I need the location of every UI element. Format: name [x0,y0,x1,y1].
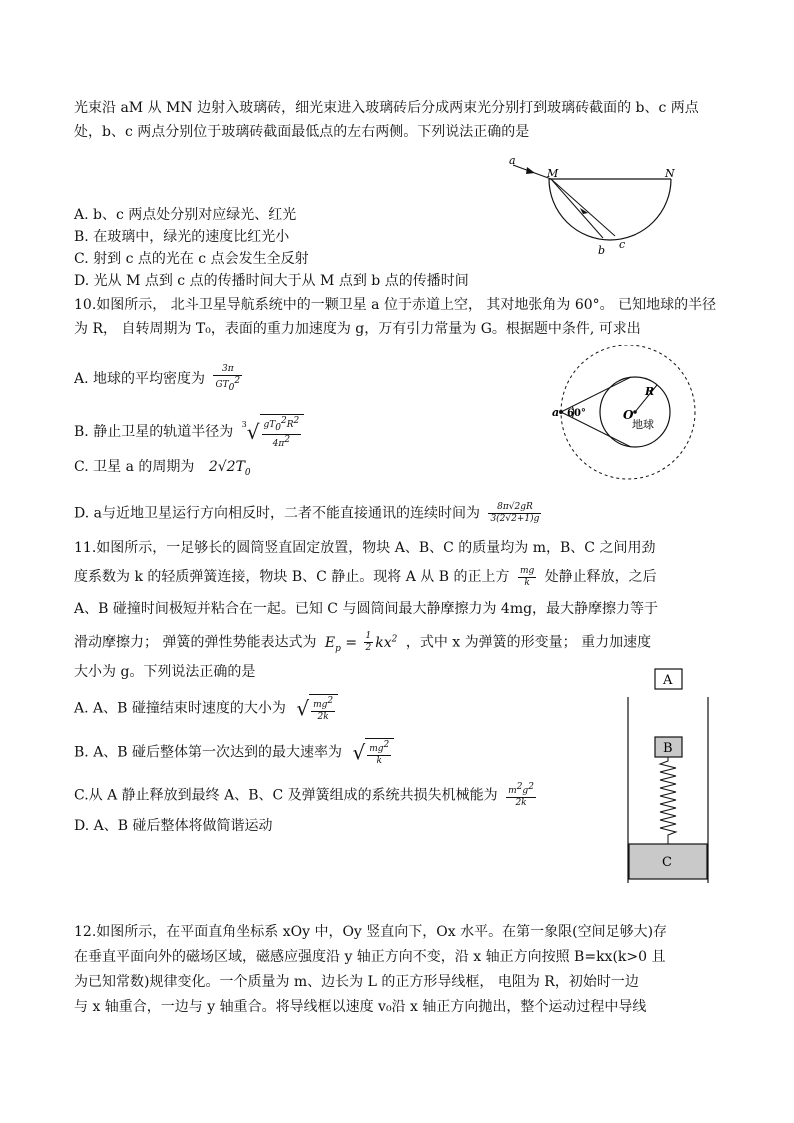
label-block-b: B [663,741,673,756]
q11-option-b [74,738,394,767]
q11-stem-line4-pre: 滑动摩擦力； 弹簧的弹性势能表达式为 [74,634,317,651]
q10-diagram [552,345,708,480]
label-b: b [598,244,606,257]
q10-option-d-text: D. a与近地卫星运行方向相反时，二者不能直接通讯的连续时间为 [74,505,480,522]
period-formula: $2√2T_0$ [208,459,251,478]
q11-stem-line1: 11.如图所示，一足够长的圆筒竖直固定放置，物块 A、B、C 的质量均为 m，B、C 之间用劲 [74,540,656,556]
q9-diagram [505,150,695,265]
q11-option-d: D. A、B 碰后整体将做简谐运动 [74,818,273,834]
q11-stem-line2-pre: 度系数为 k 的轻质弹簧连接，物块 B、C 静止。现将 A 从 B 的正上方 [74,569,510,585]
label-a: a [552,406,560,419]
label-c: c [619,238,626,251]
q12-line2: 在垂直平面向外的磁场区域，磁感应强度沿 y 轴正方向不变，沿 x 轴正方向按照 B=kx(k>0 且 [74,949,666,965]
q11-stem-line4-post: ，式中 x 为弹簧的形变量； 重力加速度 [405,634,652,651]
label-earth: 地球 [632,418,654,431]
label-60: 60° [567,408,586,419]
spring [660,757,676,844]
q9-stem: 光束沿 aM 从 MN 边射入玻璃砖，细光束进入玻璃砖后分成两束光分别打到玻璃砖截面的 b、c 两点处，b、c 两点分别位于玻璃砖截面最低点的左右两侧。下列说法正确的是 [74,100,699,140]
collision-speed-formula: √ $\frac{mg^2}{2k}$ [296,694,338,723]
drop-height-formula: $\frac{mg}{k}$ [519,565,535,588]
label-M: M [547,167,559,180]
satellite-point [559,410,563,414]
label-a: a [509,154,516,167]
q11-diagram [622,665,718,887]
max-speed-formula: √ $\frac{mg^2}{k}$ [353,738,395,767]
earth-center-point [633,410,637,414]
q11-option-a [74,694,338,723]
q11-option-a-text: A. A、B 碰撞结束时速度的大小为 [74,700,286,717]
q10-stem: 10.如图所示， 北斗卫星导航系统中的一颗卫星 a 位于赤道上空， 其对地张角为 60°。 已知地球的半径为 R， 自转周期为 T₀，表面的重力加速度为 g，万有引力常量为 G。根据题中条件, 可求出 [74,297,717,337]
q11-stem-line5: 大小为 g。下列说法正确的是 [74,664,256,680]
label-R: R [645,385,655,398]
q9-option-c: C. 射到 c 点的光在 c 点会发生全反射 [74,251,309,267]
q9-option-a: A. b、c 两点处分别对应绿光、红光 [74,207,297,223]
q12-line1: 12.如图所示，在平面直角坐标系 xOy 中，Oy 竖直向下，Ox 水平。在第一象限(空间足够大)存 [74,924,668,940]
q10-option-c-text: C. 卫星 a 的周期为 [74,459,195,475]
q11-option-c [74,782,540,809]
q11-option-b-text: B. A、B 碰后整体第一次达到的最大速率为 [74,744,343,761]
q11-stem-line3: A、B 碰撞时间极短并粘合在一起。已知 C 与圆筒间最大静摩擦力为 4mg，最大静摩擦力等于 [74,601,659,617]
q10-option-c [74,456,251,484]
q10-option-d [74,502,545,525]
q9-option-d: D. 光从 M 点到 c 点的传播时间大于从 M 点到 b 点的传播时间 [74,273,469,289]
q11-stem-line2-post: 处静止释放，之后 [544,569,657,585]
tangent-upper [561,377,631,412]
q11-stem-line2 [74,565,657,589]
q10-option-b-text: B. 静止卫星的轨道半径为 [74,423,234,440]
q12-line3: 为已知常数)规律变化。一个质量为 m、边长为 L 的正方形导线框， 电阻为 R，初始时一边 [74,974,639,990]
energy-loss-formula: $\frac{m^2g^2}{2k}$ [508,782,534,808]
incident-arrow [526,167,535,174]
density-formula: $\frac{3\pi}{GT_0^2}$ [215,364,241,393]
semicircle-arc [549,179,671,240]
q9-option-b: B. 在玻璃中，绿光的速度比红光小 [74,229,290,245]
no-comm-time-formula: $\frac{8\pi√2gR}{3(2√2+1)g}$ [490,502,540,524]
label-block-a: A [663,673,673,688]
q10-option-a [74,364,246,394]
label-block-c: C [662,855,672,870]
ray-to-c [551,179,615,236]
q10-option-a-text: A. 地球的平均密度为 [74,370,206,387]
q12-line4: 与 x 轴重合，一边与 y 轴重合。将导线框以速度 v₀沿 x 轴正方向抛出，整个运动过程中导线 [74,999,647,1015]
orbit-radius-formula: $^3$√ $\frac{gT_0^2R^2}{4\pi^2}$ [242,414,305,450]
q10-option-b [74,414,304,450]
elastic-energy-formula: $E_p$ = $\frac{1}{2}$ $kx^2$ [324,631,398,654]
label-N: N [665,167,675,180]
q11-option-c-text: C.从 A 静止释放到最终 A、B、C 及弹簧组成的系统共损失机械能为 [74,787,498,804]
q11-stem-line4 [74,627,651,660]
label-O: O [623,408,634,422]
ray-to-b [551,179,603,238]
